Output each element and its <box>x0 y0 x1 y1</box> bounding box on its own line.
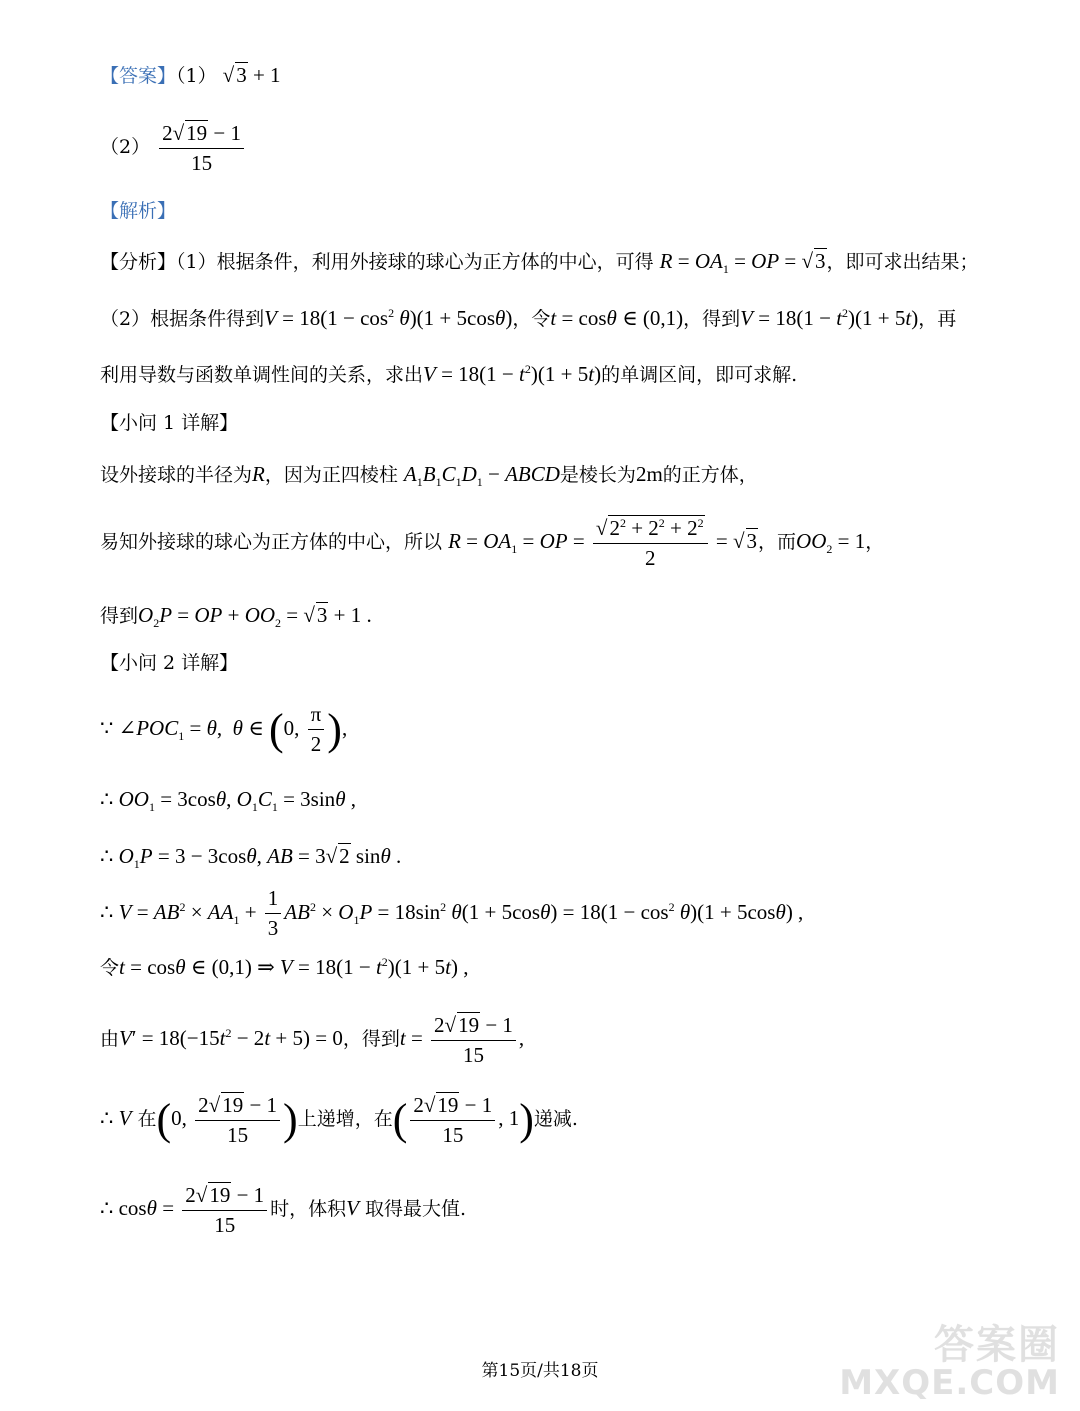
q1-line-2: 易知外接球的球心为正方体的中心，所以 $R = OA_1$ = OP = $\frac{√2^2 + 2^2 + 2^2}{2}$ = √3，而$OO_2 = 1$， <box>100 516 885 571</box>
q2-text-shi: 时，体积 <box>270 1198 347 1220</box>
fenxi-text-8: 的单调区间，即可求解. <box>601 364 798 386</box>
fenxi-text-3: （2）根据条件得到 <box>100 308 265 330</box>
page-footer: 第15页/共18页 <box>481 1361 599 1381</box>
fenxi-text-6: ，再 <box>918 308 957 330</box>
q1-math-prism: $A_1B_1C_1D_1$ − ABCD <box>403 462 560 490</box>
q2-line-1 <box>100 702 347 757</box>
fenxi-line-3 <box>100 362 797 387</box>
q2-math-2: ∴ $OO_1 = 3\cos\theta$, $O_1C_1 = 3\sin\theta$ , <box>100 787 357 815</box>
q1-text-4: 的正方体， <box>662 464 758 486</box>
q2-line-7 <box>100 1092 578 1148</box>
q2-math-derivative: $V' = 18(-15t^2 - 2t + 5) = 0$ <box>119 1026 343 1050</box>
q2-text-decrease: 递减. <box>533 1108 578 1130</box>
answer-line-1 <box>100 62 281 88</box>
q2-line-6 <box>100 1012 524 1068</box>
fenxi-math-5: $V = 18(1 - t^2)(1 + 5t)$ <box>423 362 602 386</box>
fenxi-line-1 <box>100 248 979 277</box>
fenxi-math-1: $R = OA_1$ = OP = √3 <box>659 249 826 277</box>
part-1-marker: （1） <box>176 65 217 87</box>
q1-text-3: 是棱长为 <box>559 464 636 486</box>
q1-text-2: ，因为正四棱柱 <box>264 464 398 486</box>
q1-line-1 <box>100 462 758 490</box>
fenxi-text-4: ，令 <box>512 308 551 330</box>
q2-text-increase: 上递增，在 <box>297 1108 393 1130</box>
q1-math-r: R <box>252 462 265 486</box>
q2-math-root: t = $\frac{2√19 - 1}{15}$ , <box>399 1013 525 1068</box>
q1-label: 【小问 1 详解】 <box>100 412 239 434</box>
fenxi-line-2 <box>100 306 956 331</box>
fenxi-label: 【分析】 <box>100 251 177 273</box>
q2-line-2 <box>100 787 356 815</box>
q2-text-ling: 令 <box>100 957 120 979</box>
q2-text-zai-1: 在 <box>137 1108 157 1130</box>
answer-label: 【答案】 <box>100 65 177 87</box>
fenxi-text-5: ，得到 <box>683 308 741 330</box>
q2-line-5 <box>100 955 468 980</box>
q2-math-volume: ∴ $V = AB^2 \times AA_1$ + $\frac{1}{3}$ $AB^2 \times O_1P = 18\sin^2$ $\theta(1 + 5\cos\theta) = 18(1 - \cos^2 \theta)(1 + 5\cos\theta)$ , <box>100 886 804 941</box>
q2-math-interval-1: (0, $\frac{2√19 - 1}{15}$ ) <box>156 1093 298 1148</box>
answer-2-fraction: $\frac{2√19 - 1}{15}$ <box>159 120 244 176</box>
q1-math-oo2: $OO_2 = 1$ <box>796 529 866 557</box>
q2-math-interval-2: ( $\frac{2√19 - 1}{15}$ , 1) <box>392 1093 534 1148</box>
q1-text-1: 设外接球的半径为 <box>100 464 253 486</box>
analysis-label: 【解析】 <box>100 200 177 222</box>
q2-text-max: 取得最大值. <box>365 1198 467 1220</box>
q2-line-3 <box>100 843 401 872</box>
q2-text-dedao: ，得到 <box>342 1028 400 1050</box>
q2-math-therefore-v: ∴ V <box>100 1106 132 1130</box>
answer-line-2 <box>100 120 247 176</box>
q2-math-5: t = cosθ ∈ (0,1) ⇒ $V = 18(1 - t^2)(1 + 5t)$ , <box>119 955 469 979</box>
q1-math-2m: 2m <box>635 462 663 486</box>
q2-text-you: 由 <box>100 1028 120 1050</box>
q1-text-7: 得到 <box>100 605 139 627</box>
q2-math-angle: ∵ $\angle POC_1 = \theta$, θ ∈ (0, $\frac{\pi}{2}$ ), <box>100 702 348 757</box>
q2-line-4 <box>100 886 803 941</box>
fenxi-text-1: （1）根据条件，利用外接球的球心为正方体的中心，可得 <box>176 251 654 273</box>
q1-text-6: ，而 <box>758 531 797 553</box>
watermark-top: 答案圈 <box>934 1322 1060 1368</box>
q2-math-cos: ∴ cosθ = $\frac{2√19 - 1}{15}$ <box>100 1196 270 1220</box>
q1-text-5: 易知外接球的球心为正方体的中心，所以 <box>100 531 443 553</box>
q1-line-3 <box>100 602 372 631</box>
fenxi-text-7: 利用导数与函数单调性间的关系，求出 <box>100 364 424 386</box>
fenxi-text-2: ，即可求出结果； <box>826 251 979 273</box>
q1-math-result: $O_2P$ = OP + $OO_2 = √3 + 1$ . <box>138 603 372 631</box>
q2-line-8 <box>100 1182 466 1238</box>
fenxi-math-4: $V = 18(1 - t^2)(1 + 5t)$ <box>740 306 919 330</box>
watermark-bottom: MXQE.COM <box>839 1363 1060 1403</box>
watermark-logo <box>839 1313 1060 1403</box>
q2-math-3: ∴ $O_1P = 3 - 3\cos\theta$, AB = 3√2 sinθ . <box>100 844 402 872</box>
q1-math-radius: $R = OA_1$ = OP = $\frac{√2^2 + 2^2 + 2^2}{2}$ = √3 <box>448 516 758 571</box>
fenxi-math-3: t = cosθ ∈ (0,1) <box>550 306 684 330</box>
q2-math-v: V <box>346 1196 359 1220</box>
q2-label: 【小问 2 详解】 <box>100 652 239 674</box>
fenxi-math-2: $V = 18(1 - \cos^2 \theta)(1 + 5\cos\theta)$ <box>264 306 513 330</box>
part-2-marker: （2） <box>100 136 151 159</box>
answer-1-math: √3 + 1 <box>222 63 281 87</box>
